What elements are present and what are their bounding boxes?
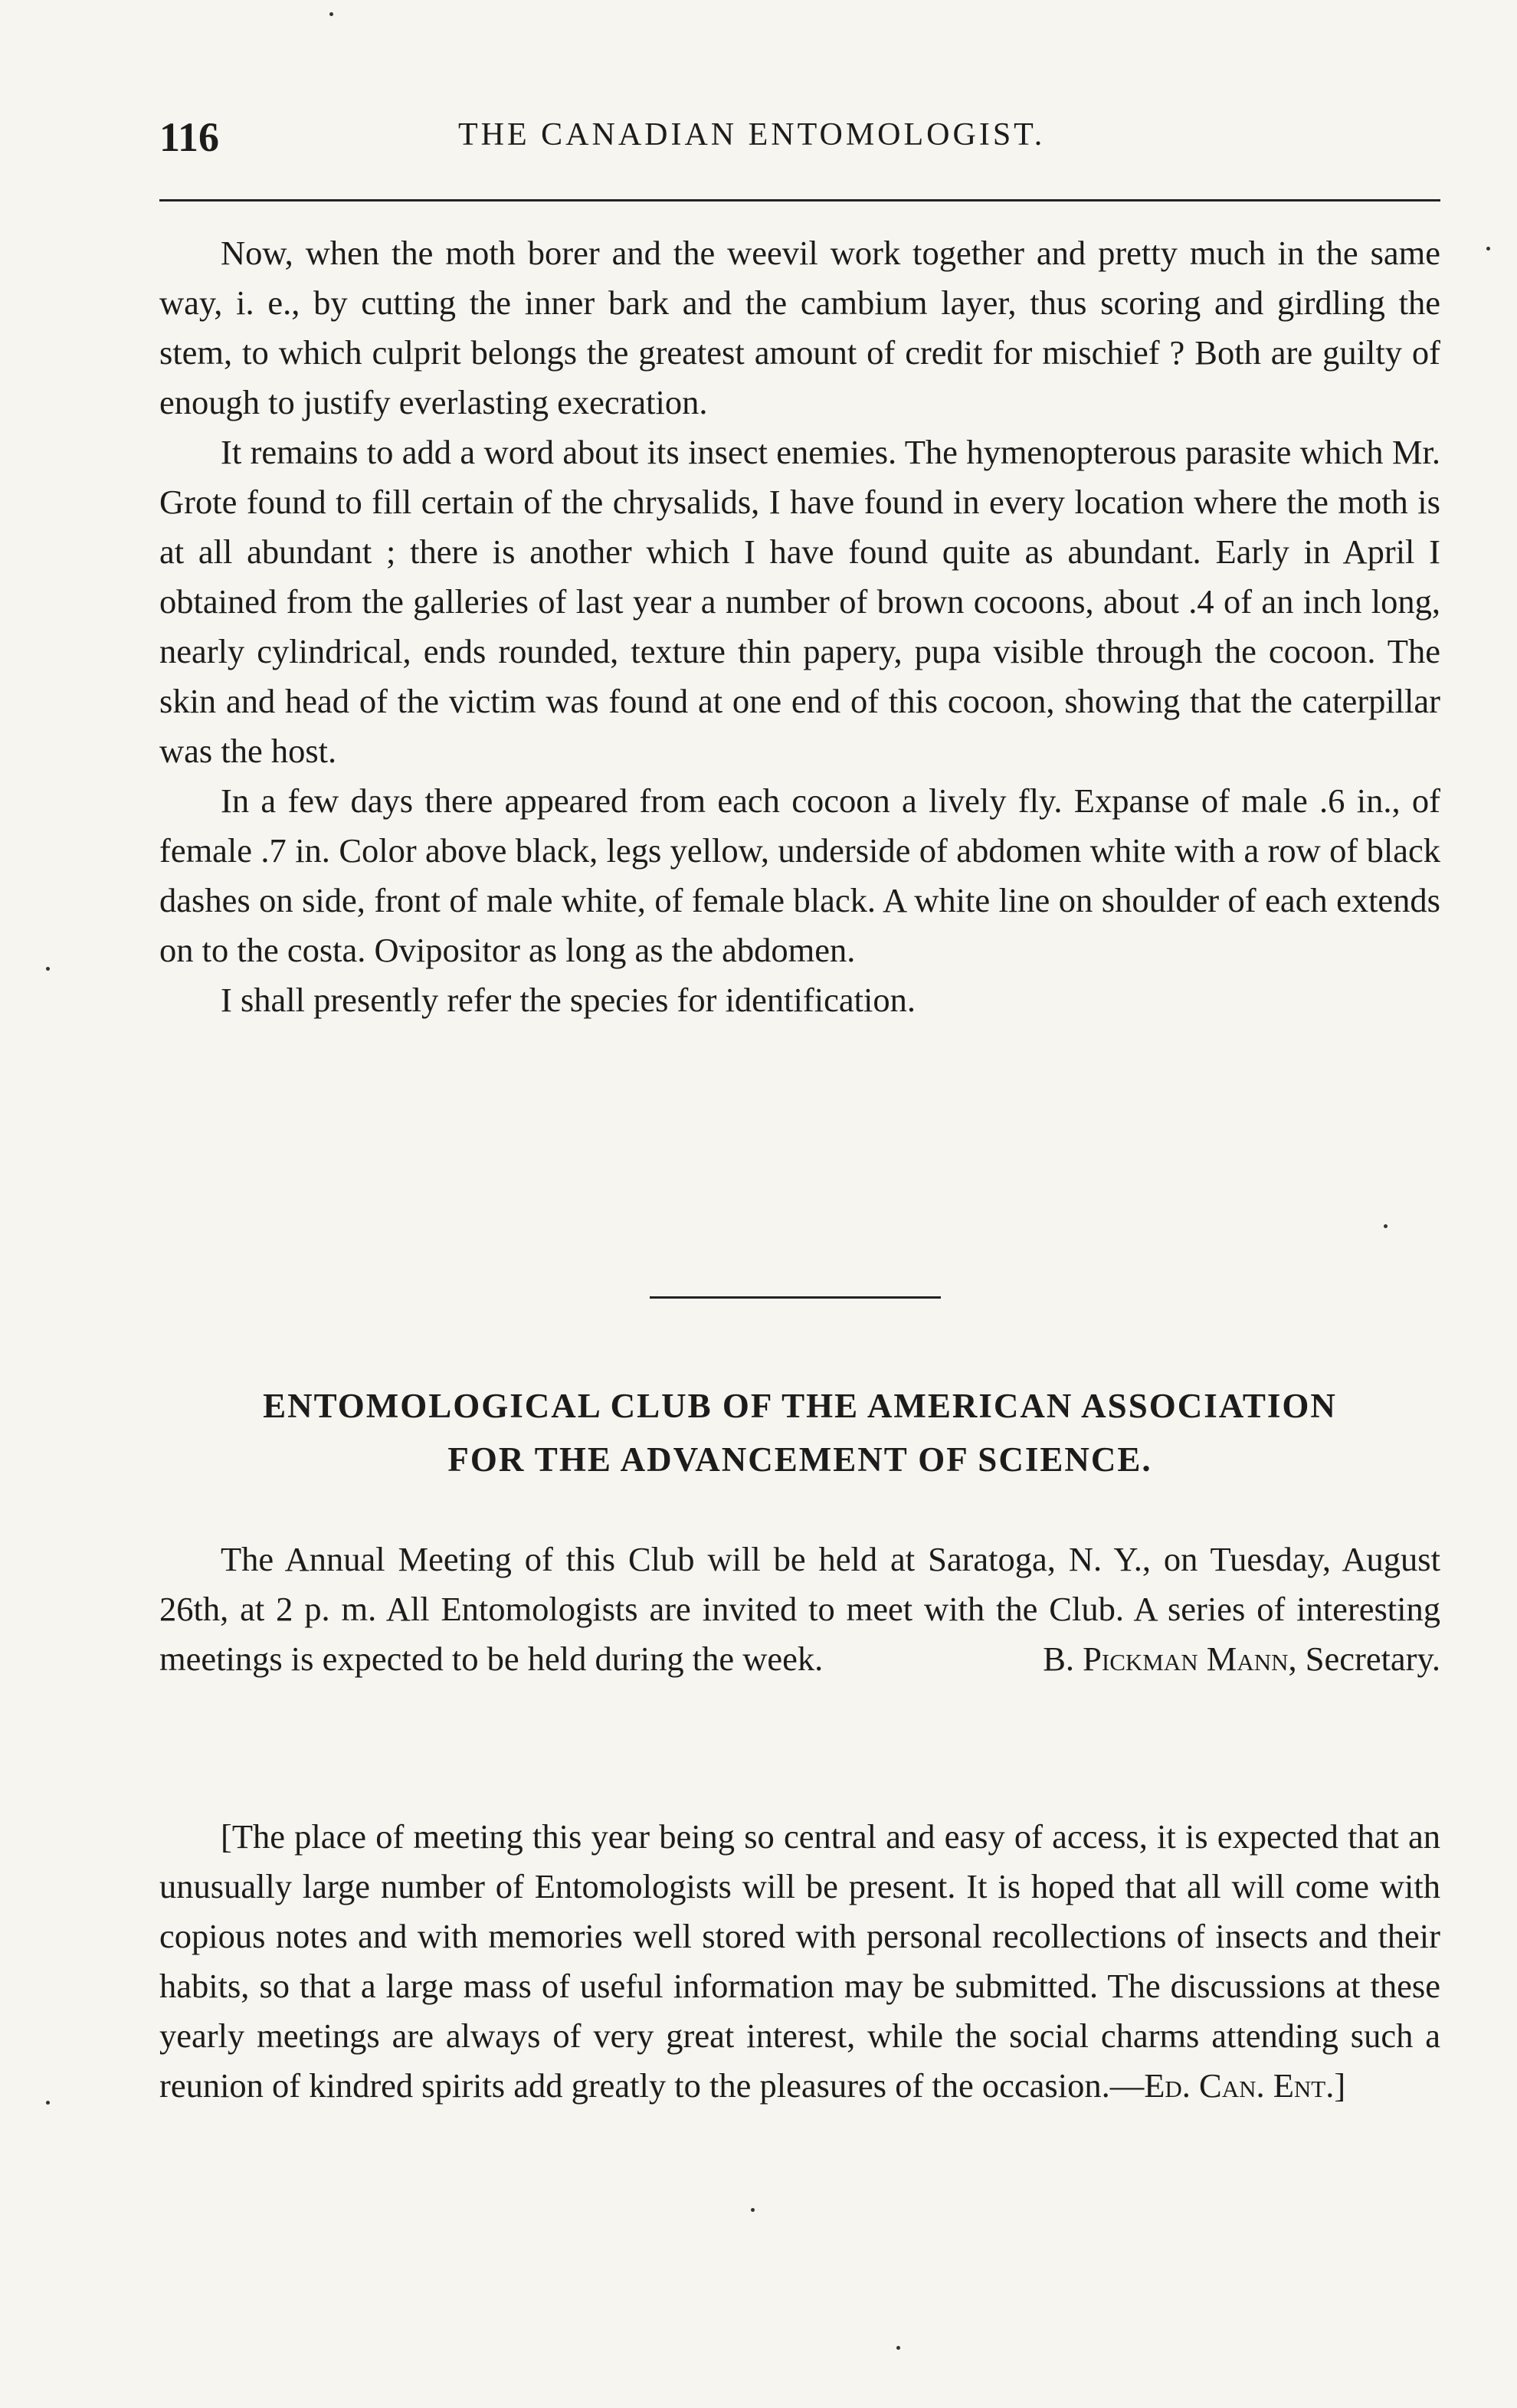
editor-note-close: ]: [1334, 2066, 1346, 2105]
article-paragraph: In a few days there appeared from each cocoon a lively fly. Expanse of male .6 in., of female .7 in. Color above black, legs yellow, underside of abdomen white with a row of black dashes on side, front of male white, of female black. A white line on shoulder of each extends on to the costa. Ovipositor as long as the abdomen.: [159, 781, 1440, 969]
club-heading-line-2: FOR THE ADVANCEMENT OF SCIENCE.: [447, 1440, 1152, 1479]
print-speck: [1486, 247, 1490, 251]
print-speck: [329, 12, 333, 16]
secretary-role: Secretary.: [1305, 1640, 1440, 1678]
club-notice-paragraph: [159, 1535, 1440, 1684]
page-number: 116: [159, 114, 220, 160]
print-speck: [896, 2346, 900, 2350]
club-heading: [159, 1379, 1440, 1486]
editor-note-text: [The place of meeting this year being so central and easy of access, it is expected that an unusually large number of Entomologists will be present. It is hoped that all will come with copious notes and with memories well stored with personal recollections of insects and their habits, so that a large mass of useful information may be submitted. The discussions at these yearly meetings are always of very great interest, while the social charms attending such a reunion of kindred spirits add greatly to the pleasures of the occasion.—: [159, 1817, 1440, 2105]
print-speck: [46, 2101, 50, 2105]
page-header: [159, 113, 1440, 159]
editor-signature: Ed. Can. Ent.: [1144, 2066, 1335, 2105]
section-divider: [650, 1296, 941, 1299]
article-text: [159, 228, 1440, 1025]
print-speck: [1384, 1224, 1388, 1228]
editor-note-paragraph: [159, 1812, 1440, 2111]
article-paragraph: Now, when the moth borer and the weevil work together and pretty much in the same way, i. e., by cutting the inner bark and the cambium layer, thus scoring and girdling the stem, to which culprit belongs the greatest amount of credit for mischief ? Both are guilty of enough to justify everlasting execration.: [159, 234, 1440, 421]
club-notice-text: The Annual Meeting of this Club will be held at Saratoga, N. Y., on Tuesday, August 26th, at 2 p. m. All Entomologists are invited to meet with the Club. A series of interesting meetings is expected to be held during the week.: [159, 1540, 1440, 1678]
club-heading-line-1: ENTOMOLOGICAL CLUB OF THE AMERICAN ASSOCIATION: [263, 1387, 1337, 1425]
editor-note: [159, 1812, 1440, 2111]
article-paragraph: I shall presently refer the species for identification.: [221, 981, 916, 1019]
print-speck: [46, 967, 50, 971]
secretary-signature: [981, 1634, 1440, 1684]
print-speck: [751, 2208, 755, 2212]
article-paragraph: It remains to add a word about its insect enemies. The hymenopterous parasite which Mr. Grote found to fill certain of the chrysalids, I have found in every location where the moth is at all abundant ; there is another which I have found quite as abundant. Early in April I obtained from the galleries of last year a number of brown cocoons, about .4 of an inch long, nearly cylindrical, ends rounded, texture thin papery, pupa visible through the cocoon. The skin and head of the victim was found at one end of this cocoon, showing that the caterpillar was the host.: [159, 433, 1440, 770]
running-head: THE CANADIAN ENTOMOLOGIST.: [458, 117, 1046, 152]
secretary-name: B. Pickman Mann,: [1043, 1640, 1297, 1678]
club-notice: [159, 1535, 1440, 1684]
header-rule: [159, 199, 1440, 201]
